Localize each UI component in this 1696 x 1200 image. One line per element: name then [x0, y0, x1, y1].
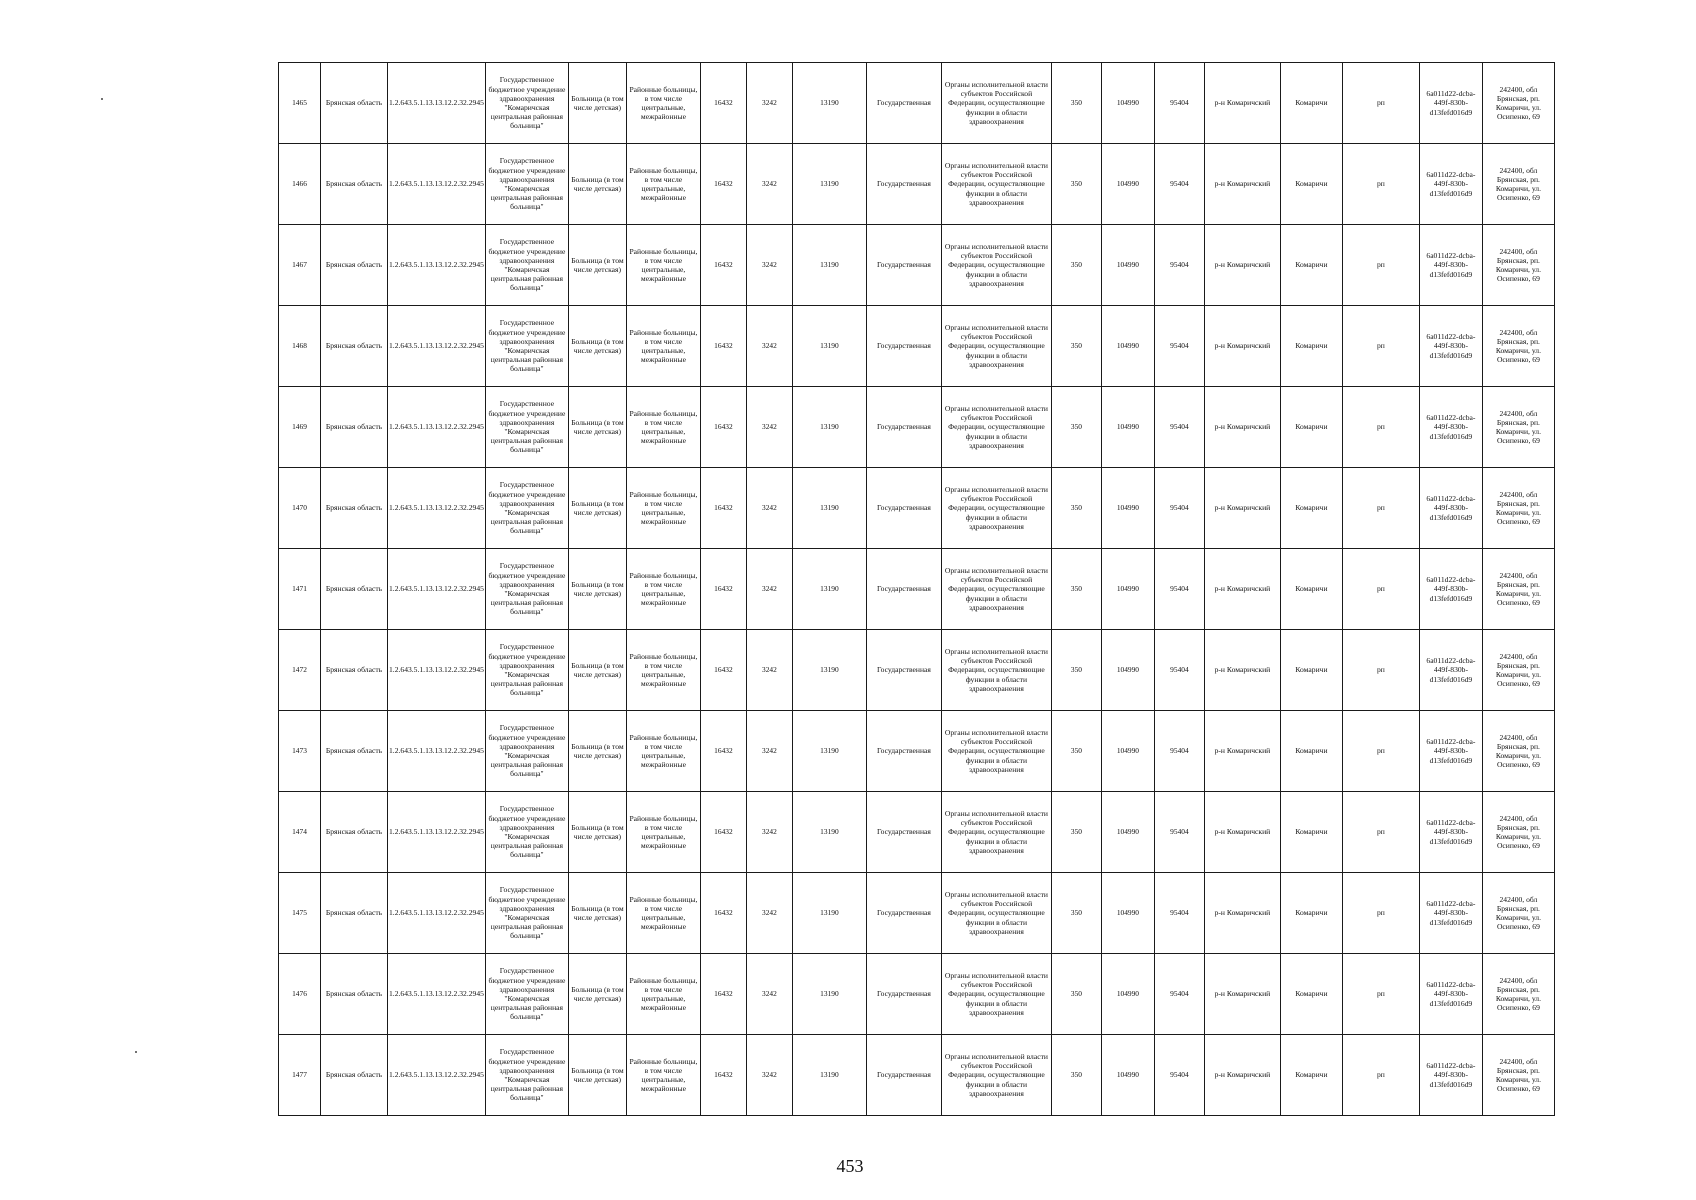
value-1-cell: 16432: [700, 306, 746, 387]
value-6-cell: 95404: [1154, 63, 1204, 144]
value-2-cell: 3242: [746, 225, 792, 306]
table-row: [279, 144, 1555, 225]
scan-speck: [135, 1051, 137, 1053]
value-4-cell: 350: [1051, 549, 1101, 630]
name-cell: Государственное бюджетное учреждение здравоохранения "Комаричская центральная районная больница": [485, 711, 568, 792]
value-3-cell: 13190: [792, 549, 866, 630]
category-cell: Районные больницы, в том числе центральные, межрайонные: [626, 1035, 700, 1116]
value-1-cell: 16432: [700, 225, 746, 306]
address-cell: 242400, обл Брянская, рп. Комаричи, ул. Осипенко, 69: [1482, 792, 1554, 873]
value-6-cell: 95404: [1154, 468, 1204, 549]
table-row: [279, 468, 1555, 549]
locality-cell: Комаричи: [1280, 630, 1342, 711]
type-cell: Больница (в том числе детская): [568, 954, 626, 1035]
table-row: [279, 306, 1555, 387]
name-cell: Государственное бюджетное учреждение здравоохранения "Комаричская центральная районная больница": [485, 468, 568, 549]
address-cell: 242400, обл Брянская, рп. Комаричи, ул. Осипенко, 69: [1482, 873, 1554, 954]
table-row: [279, 954, 1555, 1035]
authority-cell: Органы исполнительной власти субъектов Российской Федерации, осуществляющие функции в области здравоохранения: [941, 630, 1051, 711]
authority-cell: Органы исполнительной власти субъектов Российской Федерации, осуществляющие функции в области здравоохранения: [941, 387, 1051, 468]
category-cell: Районные больницы, в том числе центральные, межрайонные: [626, 144, 700, 225]
category-cell: Районные больницы, в том числе центральные, межрайонные: [626, 630, 700, 711]
locality-cell: Комаричи: [1280, 873, 1342, 954]
code-cell: 1.2.643.5.1.13.13.12.2.32.2945: [388, 306, 486, 387]
address-cell: 242400, обл Брянская, рп. Комаричи, ул. Осипенко, 69: [1482, 144, 1554, 225]
table-body: [279, 63, 1555, 1116]
value-6-cell: 95404: [1154, 387, 1204, 468]
locality-cell: Комаричи: [1280, 549, 1342, 630]
row-number: 1466: [279, 144, 321, 225]
value-5-cell: 104990: [1101, 792, 1154, 873]
type-cell: Больница (в том числе детская): [568, 549, 626, 630]
ownership-cell: Государственная: [866, 711, 941, 792]
category-cell: Районные больницы, в том числе центральные, межрайонные: [626, 792, 700, 873]
guid-cell: 6a011d22-dcba-449f-830b-d13fefd016d9: [1419, 387, 1482, 468]
value-6-cell: 95404: [1154, 225, 1204, 306]
name-cell: Государственное бюджетное учреждение здравоохранения "Комаричская центральная районная больница": [485, 549, 568, 630]
ownership-cell: Государственная: [866, 387, 941, 468]
region-cell: Брянская область: [321, 711, 388, 792]
region-cell: Брянская область: [321, 630, 388, 711]
value-1-cell: 16432: [700, 549, 746, 630]
type-cell: Больница (в том числе детская): [568, 468, 626, 549]
address-cell: 242400, обл Брянская, рп. Комаричи, ул. Осипенко, 69: [1482, 63, 1554, 144]
district-cell: р-н Комаричский: [1204, 1035, 1280, 1116]
value-3-cell: 13190: [792, 468, 866, 549]
authority-cell: Органы исполнительной власти субъектов Российской Федерации, осуществляющие функции в области здравоохранения: [941, 711, 1051, 792]
value-2-cell: 3242: [746, 873, 792, 954]
locality-type-cell: рп: [1342, 954, 1419, 1035]
district-cell: р-н Комаричский: [1204, 954, 1280, 1035]
region-cell: Брянская область: [321, 306, 388, 387]
value-3-cell: 13190: [792, 387, 866, 468]
guid-cell: 6a011d22-dcba-449f-830b-d13fefd016d9: [1419, 225, 1482, 306]
name-cell: Государственное бюджетное учреждение здравоохранения "Комаричская центральная районная больница": [485, 306, 568, 387]
guid-cell: 6a011d22-dcba-449f-830b-d13fefd016d9: [1419, 144, 1482, 225]
value-3-cell: 13190: [792, 792, 866, 873]
ownership-cell: Государственная: [866, 306, 941, 387]
locality-type-cell: рп: [1342, 63, 1419, 144]
value-2-cell: 3242: [746, 468, 792, 549]
code-cell: 1.2.643.5.1.13.13.12.2.32.2945: [388, 711, 486, 792]
value-3-cell: 13190: [792, 873, 866, 954]
guid-cell: 6a011d22-dcba-449f-830b-d13fefd016d9: [1419, 468, 1482, 549]
ownership-cell: Государственная: [866, 63, 941, 144]
address-cell: 242400, обл Брянская, рп. Комаричи, ул. Осипенко, 69: [1482, 630, 1554, 711]
name-cell: Государственное бюджетное учреждение здравоохранения "Комаричская центральная районная больница": [485, 1035, 568, 1116]
locality-cell: Комаричи: [1280, 954, 1342, 1035]
locality-type-cell: рп: [1342, 792, 1419, 873]
value-2-cell: 3242: [746, 792, 792, 873]
guid-cell: 6a011d22-dcba-449f-830b-d13fefd016d9: [1419, 954, 1482, 1035]
district-cell: р-н Комаричский: [1204, 549, 1280, 630]
value-6-cell: 95404: [1154, 549, 1204, 630]
value-4-cell: 350: [1051, 225, 1101, 306]
table-row: [279, 1035, 1555, 1116]
authority-cell: Органы исполнительной власти субъектов Российской Федерации, осуществляющие функции в области здравоохранения: [941, 306, 1051, 387]
value-3-cell: 13190: [792, 225, 866, 306]
value-6-cell: 95404: [1154, 630, 1204, 711]
value-2-cell: 3242: [746, 1035, 792, 1116]
value-4-cell: 350: [1051, 63, 1101, 144]
district-cell: р-н Комаричский: [1204, 468, 1280, 549]
locality-type-cell: рп: [1342, 144, 1419, 225]
value-5-cell: 104990: [1101, 468, 1154, 549]
row-number: 1465: [279, 63, 321, 144]
code-cell: 1.2.643.5.1.13.13.12.2.32.2945: [388, 63, 486, 144]
row-number: 1472: [279, 630, 321, 711]
row-number: 1471: [279, 549, 321, 630]
category-cell: Районные больницы, в том числе центральные, межрайонные: [626, 63, 700, 144]
value-1-cell: 16432: [700, 954, 746, 1035]
type-cell: Больница (в том числе детская): [568, 225, 626, 306]
value-5-cell: 104990: [1101, 630, 1154, 711]
value-6-cell: 95404: [1154, 144, 1204, 225]
value-6-cell: 95404: [1154, 792, 1204, 873]
value-5-cell: 104990: [1101, 549, 1154, 630]
value-2-cell: 3242: [746, 306, 792, 387]
value-4-cell: 350: [1051, 306, 1101, 387]
name-cell: Государственное бюджетное учреждение здравоохранения "Комаричская центральная районная больница": [485, 144, 568, 225]
row-number: 1476: [279, 954, 321, 1035]
type-cell: Больница (в том числе детская): [568, 63, 626, 144]
value-3-cell: 13190: [792, 1035, 866, 1116]
value-5-cell: 104990: [1101, 1035, 1154, 1116]
value-5-cell: 104990: [1101, 306, 1154, 387]
value-4-cell: 350: [1051, 792, 1101, 873]
authority-cell: Органы исполнительной власти субъектов Российской Федерации, осуществляющие функции в области здравоохранения: [941, 225, 1051, 306]
type-cell: Больница (в том числе детская): [568, 873, 626, 954]
guid-cell: 6a011d22-dcba-449f-830b-d13fefd016d9: [1419, 792, 1482, 873]
ownership-cell: Государственная: [866, 873, 941, 954]
value-1-cell: 16432: [700, 1035, 746, 1116]
value-5-cell: 104990: [1101, 954, 1154, 1035]
value-2-cell: 3242: [746, 63, 792, 144]
type-cell: Больница (в том числе детская): [568, 630, 626, 711]
table-row: [279, 873, 1555, 954]
value-1-cell: 16432: [700, 144, 746, 225]
region-cell: Брянская область: [321, 63, 388, 144]
type-cell: Больница (в том числе детская): [568, 792, 626, 873]
locality-cell: Комаричи: [1280, 144, 1342, 225]
locality-type-cell: рп: [1342, 225, 1419, 306]
district-cell: р-н Комаричский: [1204, 792, 1280, 873]
locality-type-cell: рп: [1342, 1035, 1419, 1116]
value-1-cell: 16432: [700, 873, 746, 954]
district-cell: р-н Комаричский: [1204, 711, 1280, 792]
locality-type-cell: рп: [1342, 468, 1419, 549]
locality-cell: Комаричи: [1280, 792, 1342, 873]
guid-cell: 6a011d22-dcba-449f-830b-d13fefd016d9: [1419, 549, 1482, 630]
address-cell: 242400, обл Брянская, рп. Комаричи, ул. Осипенко, 69: [1482, 306, 1554, 387]
code-cell: 1.2.643.5.1.13.13.12.2.32.2945: [388, 792, 486, 873]
guid-cell: 6a011d22-dcba-449f-830b-d13fefd016d9: [1419, 1035, 1482, 1116]
locality-type-cell: рп: [1342, 306, 1419, 387]
ownership-cell: Государственная: [866, 792, 941, 873]
code-cell: 1.2.643.5.1.13.13.12.2.32.2945: [388, 468, 486, 549]
table-row: [279, 711, 1555, 792]
value-5-cell: 104990: [1101, 387, 1154, 468]
row-number: 1467: [279, 225, 321, 306]
region-cell: Брянская область: [321, 468, 388, 549]
name-cell: Государственное бюджетное учреждение здравоохранения "Комаричская центральная районная больница": [485, 63, 568, 144]
authority-cell: Органы исполнительной власти субъектов Российской Федерации, осуществляющие функции в области здравоохранения: [941, 873, 1051, 954]
name-cell: Государственное бюджетное учреждение здравоохранения "Комаричская центральная районная больница": [485, 954, 568, 1035]
value-3-cell: 13190: [792, 954, 866, 1035]
region-cell: Брянская область: [321, 144, 388, 225]
value-5-cell: 104990: [1101, 873, 1154, 954]
value-3-cell: 13190: [792, 144, 866, 225]
region-cell: Брянская область: [321, 387, 388, 468]
authority-cell: Органы исполнительной власти субъектов Российской Федерации, осуществляющие функции в области здравоохранения: [941, 1035, 1051, 1116]
district-cell: р-н Комаричский: [1204, 630, 1280, 711]
code-cell: 1.2.643.5.1.13.13.12.2.32.2945: [388, 873, 486, 954]
value-4-cell: 350: [1051, 630, 1101, 711]
category-cell: Районные больницы, в том числе центральные, межрайонные: [626, 387, 700, 468]
scan-speck: [101, 98, 103, 100]
category-cell: Районные больницы, в том числе центральные, межрайонные: [626, 549, 700, 630]
value-5-cell: 104990: [1101, 144, 1154, 225]
name-cell: Государственное бюджетное учреждение здравоохранения "Комаричская центральная районная больница": [485, 387, 568, 468]
region-cell: Брянская область: [321, 549, 388, 630]
authority-cell: Органы исполнительной власти субъектов Российской Федерации, осуществляющие функции в области здравоохранения: [941, 63, 1051, 144]
region-cell: Брянская область: [321, 1035, 388, 1116]
address-cell: 242400, обл Брянская, рп. Комаричи, ул. Осипенко, 69: [1482, 468, 1554, 549]
value-4-cell: 350: [1051, 387, 1101, 468]
value-3-cell: 13190: [792, 630, 866, 711]
ownership-cell: Государственная: [866, 144, 941, 225]
type-cell: Больница (в том числе детская): [568, 711, 626, 792]
ownership-cell: Государственная: [866, 468, 941, 549]
locality-cell: Комаричи: [1280, 468, 1342, 549]
value-5-cell: 104990: [1101, 225, 1154, 306]
locality-type-cell: рп: [1342, 873, 1419, 954]
locality-type-cell: рп: [1342, 549, 1419, 630]
row-number: 1470: [279, 468, 321, 549]
name-cell: Государственное бюджетное учреждение здравоохранения "Комаричская центральная районная больница": [485, 630, 568, 711]
row-number: 1475: [279, 873, 321, 954]
value-4-cell: 350: [1051, 1035, 1101, 1116]
category-cell: Районные больницы, в том числе центральные, межрайонные: [626, 954, 700, 1035]
code-cell: 1.2.643.5.1.13.13.12.2.32.2945: [388, 630, 486, 711]
guid-cell: 6a011d22-dcba-449f-830b-d13fefd016d9: [1419, 873, 1482, 954]
value-4-cell: 350: [1051, 468, 1101, 549]
value-6-cell: 95404: [1154, 1035, 1204, 1116]
authority-cell: Органы исполнительной власти субъектов Российской Федерации, осуществляющие функции в области здравоохранения: [941, 954, 1051, 1035]
code-cell: 1.2.643.5.1.13.13.12.2.32.2945: [388, 549, 486, 630]
region-cell: Брянская область: [321, 873, 388, 954]
locality-type-cell: рп: [1342, 630, 1419, 711]
region-cell: Брянская область: [321, 225, 388, 306]
locality-cell: Комаричи: [1280, 306, 1342, 387]
address-cell: 242400, обл Брянская, рп. Комаричи, ул. Осипенко, 69: [1482, 387, 1554, 468]
locality-cell: Комаричи: [1280, 1035, 1342, 1116]
type-cell: Больница (в том числе детская): [568, 1035, 626, 1116]
value-2-cell: 3242: [746, 549, 792, 630]
value-1-cell: 16432: [700, 630, 746, 711]
name-cell: Государственное бюджетное учреждение здравоохранения "Комаричская центральная районная больница": [485, 873, 568, 954]
address-cell: 242400, обл Брянская, рп. Комаричи, ул. Осипенко, 69: [1482, 954, 1554, 1035]
authority-cell: Органы исполнительной власти субъектов Российской Федерации, осуществляющие функции в области здравоохранения: [941, 549, 1051, 630]
value-2-cell: 3242: [746, 144, 792, 225]
value-4-cell: 350: [1051, 873, 1101, 954]
region-cell: Брянская область: [321, 792, 388, 873]
locality-cell: Комаричи: [1280, 225, 1342, 306]
value-3-cell: 13190: [792, 63, 866, 144]
value-4-cell: 350: [1051, 954, 1101, 1035]
region-cell: Брянская область: [321, 954, 388, 1035]
value-5-cell: 104990: [1101, 63, 1154, 144]
guid-cell: 6a011d22-dcba-449f-830b-d13fefd016d9: [1419, 306, 1482, 387]
value-1-cell: 16432: [700, 63, 746, 144]
registry-table: [278, 62, 1555, 1116]
value-4-cell: 350: [1051, 144, 1101, 225]
address-cell: 242400, обл Брянская, рп. Комаричи, ул. Осипенко, 69: [1482, 225, 1554, 306]
code-cell: 1.2.643.5.1.13.13.12.2.32.2945: [388, 387, 486, 468]
category-cell: Районные больницы, в том числе центральные, межрайонные: [626, 306, 700, 387]
value-1-cell: 16432: [700, 387, 746, 468]
district-cell: р-н Комаричский: [1204, 63, 1280, 144]
type-cell: Больница (в том числе детская): [568, 306, 626, 387]
district-cell: р-н Комаричский: [1204, 387, 1280, 468]
type-cell: Больница (в том числе детская): [568, 387, 626, 468]
page-number: 453: [836, 1156, 864, 1176]
table-row: [279, 630, 1555, 711]
name-cell: Государственное бюджетное учреждение здравоохранения "Комаричская центральная районная больница": [485, 225, 568, 306]
address-cell: 242400, обл Брянская, рп. Комаричи, ул. Осипенко, 69: [1482, 1035, 1554, 1116]
address-cell: 242400, обл Брянская, рп. Комаричи, ул. Осипенко, 69: [1482, 549, 1554, 630]
address-cell: 242400, обл Брянская, рп. Комаричи, ул. Осипенко, 69: [1482, 711, 1554, 792]
locality-type-cell: рп: [1342, 711, 1419, 792]
category-cell: Районные больницы, в том числе центральные, межрайонные: [626, 225, 700, 306]
value-1-cell: 16432: [700, 468, 746, 549]
value-2-cell: 3242: [746, 954, 792, 1035]
value-6-cell: 95404: [1154, 873, 1204, 954]
row-number: 1473: [279, 711, 321, 792]
value-3-cell: 13190: [792, 306, 866, 387]
value-1-cell: 16432: [700, 711, 746, 792]
row-number: 1468: [279, 306, 321, 387]
table-row: [279, 225, 1555, 306]
authority-cell: Органы исполнительной власти субъектов Российской Федерации, осуществляющие функции в области здравоохранения: [941, 144, 1051, 225]
value-2-cell: 3242: [746, 711, 792, 792]
ownership-cell: Государственная: [866, 549, 941, 630]
district-cell: р-н Комаричский: [1204, 306, 1280, 387]
name-cell: Государственное бюджетное учреждение здравоохранения "Комаричская центральная районная больница": [485, 792, 568, 873]
value-4-cell: 350: [1051, 711, 1101, 792]
value-1-cell: 16432: [700, 792, 746, 873]
district-cell: р-н Комаричский: [1204, 144, 1280, 225]
table-row: [279, 387, 1555, 468]
authority-cell: Органы исполнительной власти субъектов Российской Федерации, осуществляющие функции в области здравоохранения: [941, 792, 1051, 873]
locality-cell: Комаричи: [1280, 63, 1342, 144]
guid-cell: 6a011d22-dcba-449f-830b-d13fefd016d9: [1419, 63, 1482, 144]
ownership-cell: Государственная: [866, 954, 941, 1035]
category-cell: Районные больницы, в том числе центральные, межрайонные: [626, 711, 700, 792]
value-2-cell: 3242: [746, 387, 792, 468]
category-cell: Районные больницы, в том числе центральные, межрайонные: [626, 873, 700, 954]
value-6-cell: 95404: [1154, 306, 1204, 387]
code-cell: 1.2.643.5.1.13.13.12.2.32.2945: [388, 1035, 486, 1116]
table-row: [279, 63, 1555, 144]
locality-cell: Комаричи: [1280, 387, 1342, 468]
guid-cell: 6a011d22-dcba-449f-830b-d13fefd016d9: [1419, 711, 1482, 792]
district-cell: р-н Комаричский: [1204, 873, 1280, 954]
row-number: 1477: [279, 1035, 321, 1116]
value-3-cell: 13190: [792, 711, 866, 792]
value-2-cell: 3242: [746, 630, 792, 711]
ownership-cell: Государственная: [866, 225, 941, 306]
locality-cell: Комаричи: [1280, 711, 1342, 792]
code-cell: 1.2.643.5.1.13.13.12.2.32.2945: [388, 144, 486, 225]
value-6-cell: 95404: [1154, 711, 1204, 792]
code-cell: 1.2.643.5.1.13.13.12.2.32.2945: [388, 225, 486, 306]
ownership-cell: Государственная: [866, 630, 941, 711]
ownership-cell: Государственная: [866, 1035, 941, 1116]
code-cell: 1.2.643.5.1.13.13.12.2.32.2945: [388, 954, 486, 1035]
district-cell: р-н Комаричский: [1204, 225, 1280, 306]
value-5-cell: 104990: [1101, 711, 1154, 792]
type-cell: Больница (в том числе детская): [568, 144, 626, 225]
guid-cell: 6a011d22-dcba-449f-830b-d13fefd016d9: [1419, 630, 1482, 711]
row-number: 1474: [279, 792, 321, 873]
value-6-cell: 95404: [1154, 954, 1204, 1035]
table-row: [279, 792, 1555, 873]
locality-type-cell: рп: [1342, 387, 1419, 468]
authority-cell: Органы исполнительной власти субъектов Российской Федерации, осуществляющие функции в области здравоохранения: [941, 468, 1051, 549]
table-row: [279, 549, 1555, 630]
category-cell: Районные больницы, в том числе центральные, межрайонные: [626, 468, 700, 549]
row-number: 1469: [279, 387, 321, 468]
